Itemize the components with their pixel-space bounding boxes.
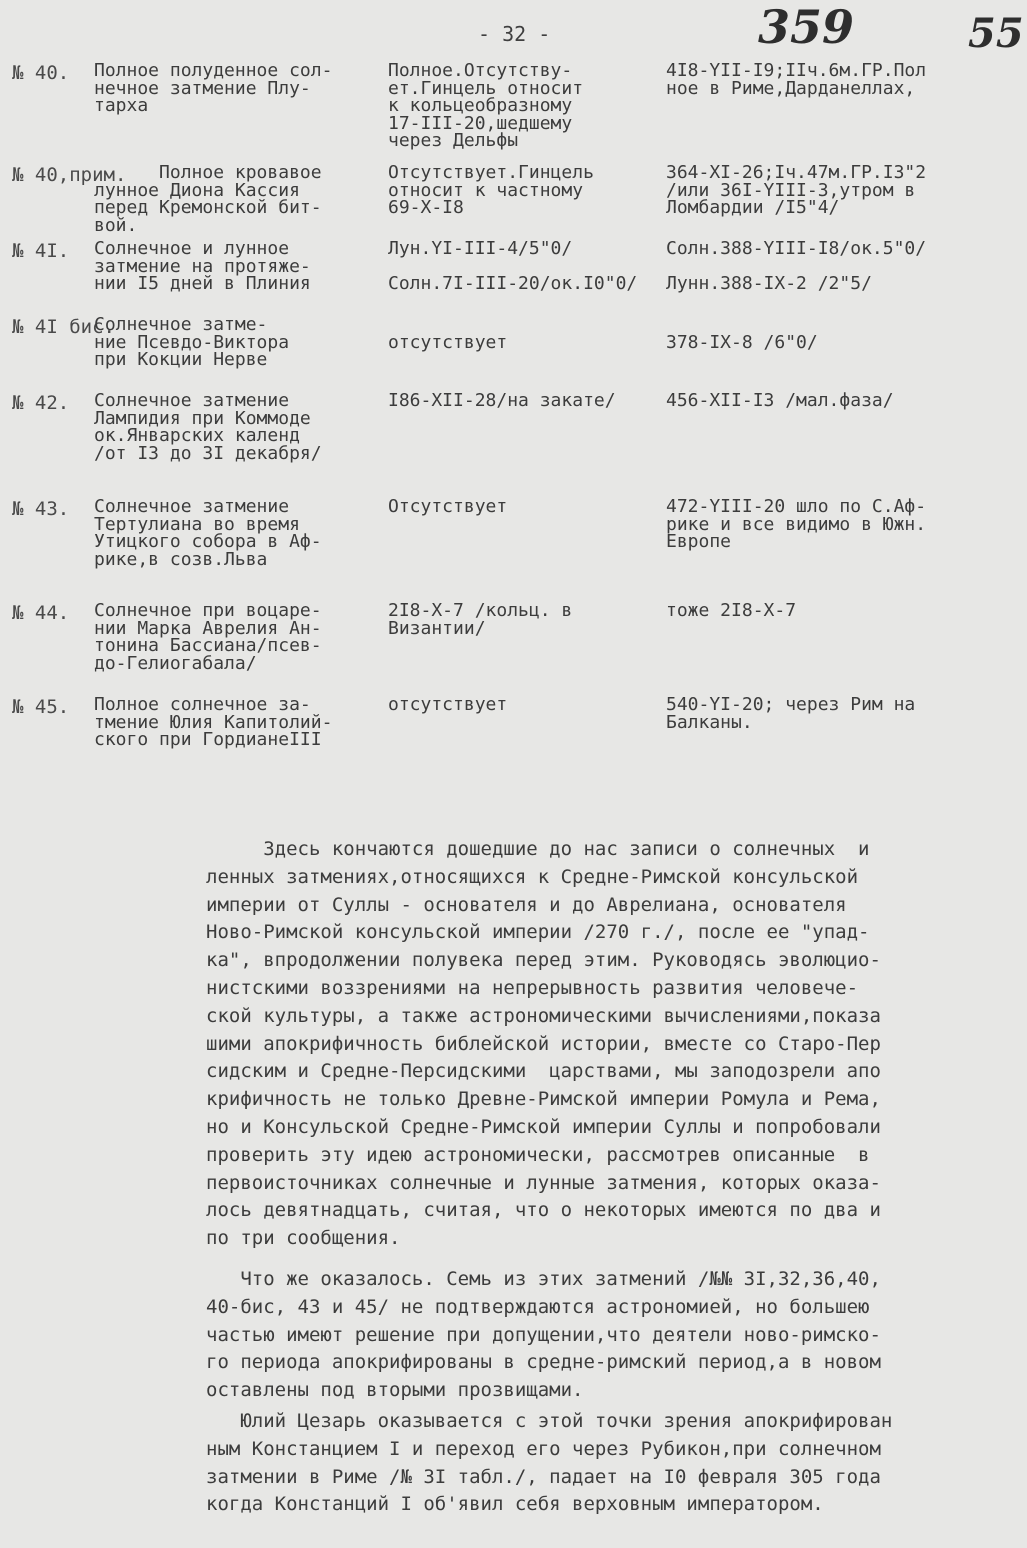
paragraph: Юлий Цезарь оказывается с этой точки зрения апокрифирован ным Констанцием I и переход его через Рубикон,при солнечном затмении в Риме /№ 3I табл./, падает на I0 февраля 305 года когда Констанций I об'явил себя верховным императором. (206, 1410, 893, 1516)
ginzel-column: 2I8-X-7 /кольц. в Византии/ (388, 600, 573, 639)
entry-number: № 45. (12, 696, 70, 718)
page-number: - 32 - (478, 22, 551, 46)
computed-column: Солн.388-YIII-I8/ок.5"0/ Лунн.388-IX-2 /2"5/ (666, 238, 927, 294)
entry-number: № 42. (12, 392, 70, 414)
computed-column: 378-IX-8 /6"0/ (666, 331, 818, 353)
ginzel-column: Отсутствует (388, 496, 508, 517)
computed-column: 456-XII-I3 /мал.фаза/ (666, 390, 894, 411)
ginzel-column: Отсутствует.Гинцель относит к частному 69-X-I8 (388, 162, 594, 218)
entry-number: № 43. (12, 498, 70, 520)
paragraph: Здесь кончаются дошедшие до нас записи о солнечных и ленных затмениях,относящихся к Средне-Римской консульской империи от Суллы - основателя и до Аврелиана, основателя Ново-Римской консульской империи /270 г./, после ее "упад- ка", впродолжении полувека перед этим. Руководясь эволюцио- нистскими воззрениями на непрерывность развития человече- ской культуры, а также астрономическими вычислениями,показа шими апокрифичность библейской истории, вместе со Старо-Пер сидским и Средне-Персидскими царствами, мы заподозрели апо крифичность не только Древне-Римской империи Ромула и Рема, но и Консульской Средне-Римской империи Суллы и попробовали проверить эту идею астрономически, рассмотрев описанные в первоисточниках солнечные и лунные затмения, которых оказа- лось девятнадцать, считая, что о некоторых имеются по два и по три сообщения. (206, 838, 881, 1250)
handwritten-sheet-number: 55 (968, 10, 1024, 57)
ginzel-column: I86-XII-28/на закате/ (388, 390, 616, 411)
computed-column: 540-YI-20; через Рим на Балканы. (666, 694, 916, 733)
ginzel-column: отсутствует (388, 331, 508, 353)
eclipse-description: Полное полуденное сол- нечное затмение Плу- тарха (94, 60, 333, 116)
ginzel-column: Лун.YI-III-4/5"0/ Солн.7I-III-20/ок.I0"0/ (388, 238, 638, 294)
computed-column: 4I8-YII-I9;IIч.6м.ГР.Пол ное в Риме,Дарданеллах, (666, 60, 927, 99)
eclipse-description: Солнечное затме- ние Псевдо-Виктора при Кокции Нерве (94, 314, 290, 370)
handwritten-archive-number: 359 (758, 0, 855, 54)
computed-column: тоже 2I8-X-7 (666, 600, 797, 621)
entry-number: № 40. (12, 62, 70, 84)
eclipse-description: Полное кровавое лунное Диона Кассия перед Кремонской бит- вой. (94, 162, 322, 236)
eclipse-description: Солнечное при воцаре- нии Марка Аврелия Ан- тонина Бассиана/псев- до-Гелиогабала/ (94, 600, 322, 674)
eclipse-description: Солнечное и лунное затмение на протяже- нии I5 дней в Плиния (94, 238, 311, 294)
computed-column: 472-YIII-20 шло по С.Аф- рике и все видимо в Южн. Европе (666, 496, 927, 552)
ginzel-column: отсутствует (388, 694, 508, 715)
entry-number: № 4I. (12, 240, 70, 262)
eclipse-description: Солнечное затмение Лампидия при Коммоде ок.Январских календ /от I3 до 3I декабря/ (94, 390, 322, 464)
eclipse-description: Солнечное затмение Тертулиана во время Утицкого собора в Аф- рике,в созв.Льва (94, 496, 322, 570)
entry-number: № 44. (12, 602, 70, 624)
entry-number: № 4I бис. (12, 316, 115, 338)
computed-column: 364-XI-26;Iч.47м.ГР.I3"2 /или 36I-YIII-3,утром в Ломбардии /I5"4/ (666, 162, 927, 218)
paragraph: Что же оказалось. Семь из этих затмений /№№ 3I,32,36,40, 40-бис, 43 и 45/ не подтверждаются астрономией, но большею частью имеют решение при допущении,что деятели ново-римско- го периода апокрифированы в средне-римский период,а в новом оставлены под вторыми прозвищами. (206, 1268, 881, 1402)
ginzel-column: Полное.Отсутству- ет.Гинцель относит к кольцеобразному 17-III-20,шедшему через Дельфы (388, 60, 584, 151)
eclipse-description: Полное солнечное за- тмение Юлия Капитолий- ского при ГордианеIII (94, 694, 333, 750)
entry-number: № 40,прим. (12, 164, 127, 186)
